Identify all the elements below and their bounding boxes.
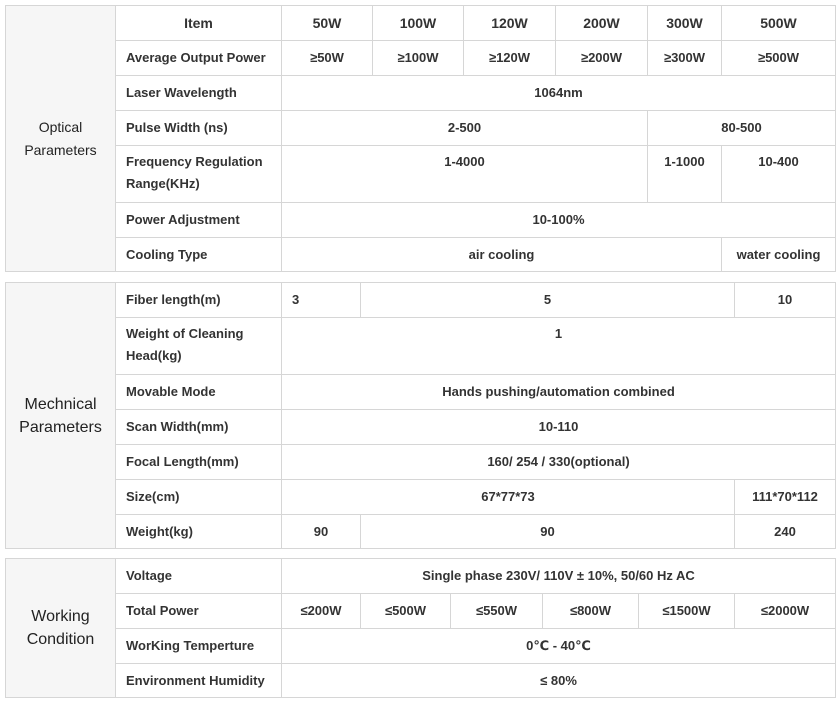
cell-value: 90 [361, 515, 735, 549]
cell-value: 3 [282, 283, 361, 318]
row-label: Average Output Power [116, 41, 282, 76]
row-label: Cooling Type [116, 238, 282, 272]
cell-value: ≤2000W [735, 594, 836, 629]
row-label: WorKing Temperture [116, 629, 282, 664]
table-row [6, 410, 836, 445]
table-row [6, 203, 836, 238]
optical-parameters-table [5, 5, 836, 272]
cell-value: 0℃ - 40℃ [282, 629, 836, 664]
table-row [6, 664, 836, 698]
header-item: Item [116, 6, 282, 41]
cell-value: ≥500W [722, 41, 836, 76]
cell-value: 90 [282, 515, 361, 549]
cell-value: ≤500W [361, 594, 451, 629]
table-row [6, 283, 836, 318]
cell-value: 1-4000 [282, 146, 648, 203]
cell-value: 1064nm [282, 76, 836, 111]
cell-value: ≥100W [373, 41, 464, 76]
cell-value: 80-500 [648, 111, 836, 146]
row-label: Frequency Regulation Range(KHz) [116, 146, 282, 203]
row-label: Movable Mode [116, 375, 282, 410]
row-label: Power Adjustment [116, 203, 282, 238]
table-row [6, 480, 836, 515]
cell-value: 5 [361, 283, 735, 318]
cell-value: 2-500 [282, 111, 648, 146]
table-row [6, 76, 836, 111]
cell-value: Hands pushing/automation combined [282, 375, 836, 410]
row-label: Weight of Cleaning Head(kg) [116, 318, 282, 375]
working-condition-table [5, 558, 836, 698]
cell-value: ≤800W [543, 594, 639, 629]
cell-value: ≥50W [282, 41, 373, 76]
row-label: Pulse Width (ns) [116, 111, 282, 146]
table-row [6, 559, 836, 594]
cell-value: ≤200W [282, 594, 361, 629]
cell-value: ≤ 80% [282, 664, 836, 698]
table-row [6, 111, 836, 146]
cell-value: 10 [735, 283, 836, 318]
row-label: Weight(kg) [116, 515, 282, 549]
header-row [6, 6, 836, 41]
row-label: Scan Width(mm) [116, 410, 282, 445]
cell-value: 240 [735, 515, 836, 549]
table-row [6, 594, 836, 629]
section-title-optical: Optical Parameters [6, 6, 116, 272]
table-row [6, 146, 836, 203]
cell-value: 10-400 [722, 146, 836, 203]
cell-value: 67*77*73 [282, 480, 735, 515]
table-row [6, 238, 836, 272]
row-label: Environment Humidity [116, 664, 282, 698]
row-label: Size(cm) [116, 480, 282, 515]
cell-value: water cooling [722, 238, 836, 272]
header-500w: 500W [722, 6, 836, 41]
cell-value: 10-110 [282, 410, 836, 445]
table-row [6, 318, 836, 375]
cell-value: 1-1000 [648, 146, 722, 203]
header-120w: 120W [464, 6, 556, 41]
cell-value: Single phase 230V/ 110V ± 10%, 50/60 Hz AC [282, 559, 836, 594]
cell-value: 111*70*112 [735, 480, 836, 515]
mechanical-parameters-table [5, 282, 836, 549]
cell-value: 1 [282, 318, 836, 375]
row-label: Fiber length(m) [116, 283, 282, 318]
cell-value: ≤1500W [639, 594, 735, 629]
cell-value: ≥200W [556, 41, 648, 76]
table-row [6, 445, 836, 480]
row-label: Focal Length(mm) [116, 445, 282, 480]
row-label: Voltage [116, 559, 282, 594]
cell-value: air cooling [282, 238, 722, 272]
table-row [6, 515, 836, 549]
cell-value: ≤550W [451, 594, 543, 629]
cell-value: ≥120W [464, 41, 556, 76]
cell-value: 160/ 254 / 330(optional) [282, 445, 836, 480]
table-row [6, 629, 836, 664]
header-300w: 300W [648, 6, 722, 41]
table-row [6, 41, 836, 76]
table-row [6, 375, 836, 410]
header-100w: 100W [373, 6, 464, 41]
cell-value: 10-100% [282, 203, 836, 238]
header-200w: 200W [556, 6, 648, 41]
section-title-working: Working Condition [6, 559, 116, 698]
row-label: Laser Wavelength [116, 76, 282, 111]
header-50w: 50W [282, 6, 373, 41]
cell-value: ≥300W [648, 41, 722, 76]
section-title-mechanical: Mechnical Parameters [6, 283, 116, 549]
row-label: Total Power [116, 594, 282, 629]
